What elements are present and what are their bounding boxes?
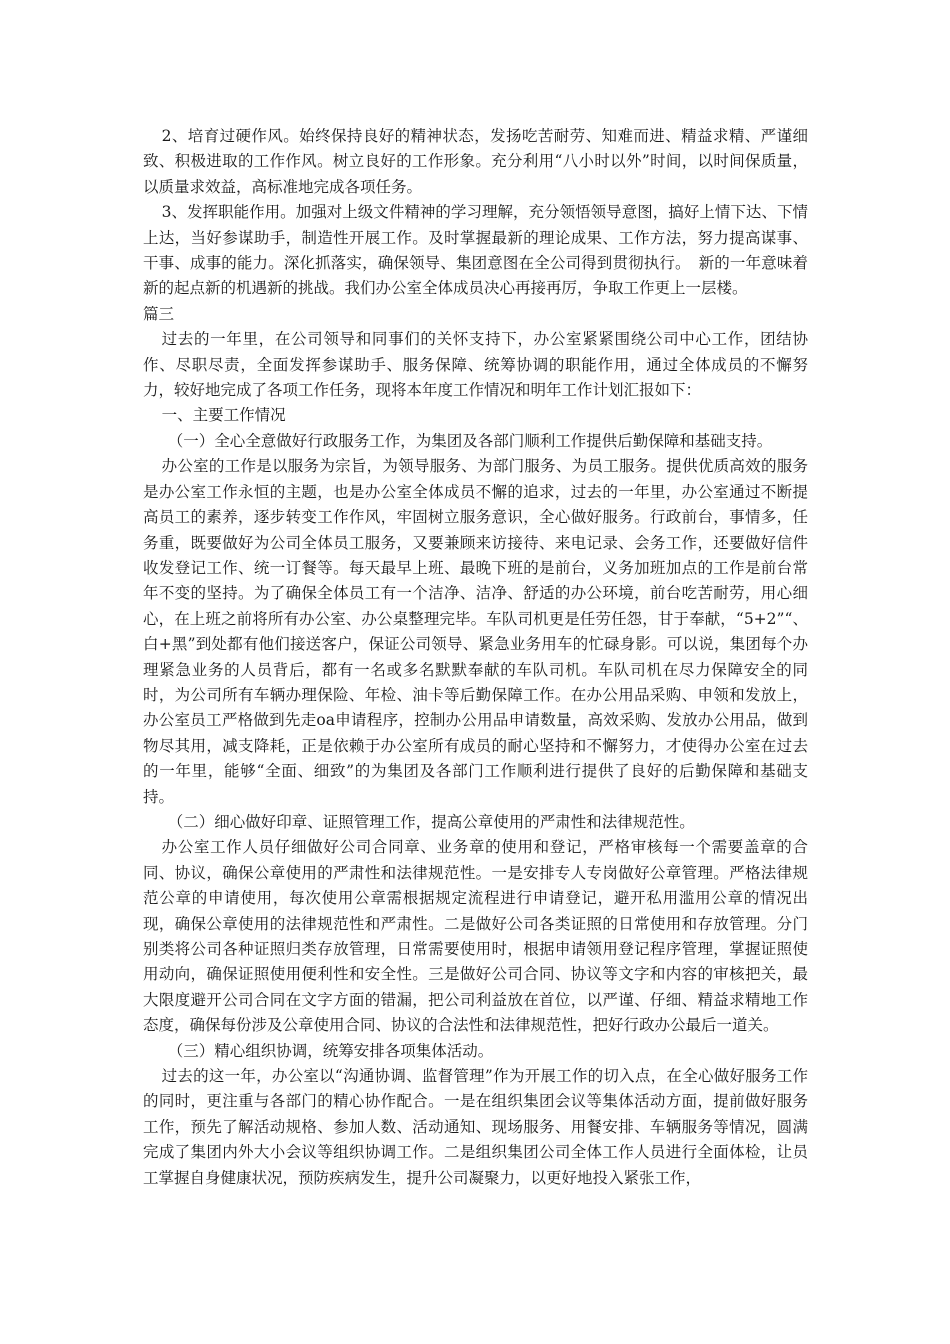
paragraph-admin-service: 办公室的工作是以服务为宗旨，为领导服务、为部门服务、为员工服务。提供优质高效的服务是办公室工作永恒的主题，也是办公室全体成员不懈的追求，过去的一年里，办公室通过不断提高员工的素养，逐步转变工作作风，牢固树立服务意识，全心做好服务。行政前台，事情多，任务重，既要做好为公司全体员工服务，又要兼顾来访接待、来电记录、会务工作，还要做好信件收发登记工作、统一订餐等。每天最早上班、最晚下班的是前台，义务加班加点的工作是前台常年不变的坚持。为了确保全体员工有一个洁净、洁净、舒适的办公环境，前台吃苦耐劳，用心细心，在上班之前将所有办公室、办公桌整理完毕。车队司机更是任劳任怨，甘于奉献，“5+2”“、白+黑”到处都有他们接送客户，保证公司领导、紧急业务用车的忙碌身影。可以说，集团每个办理紧急业务的人员背后，都有一名或多名默默奉献的车队司机。车队司机在尽力保障安全的同时，为公司所有车辆办理保险、年检、油卡等后勤保障工作。在办公用品采购、申领和发放上，办公室员工严格做到先走oa申请程序，控制办公用品申请数量，高效采购、发放办公用品，做到物尽其用，减支降耗，正是依赖于办公室所有成员的耐心坚持和不懈努力，才使得办公室在过去的一年里，能够“全面、细致”的为集团及各部门工作顺利进行提供了良好的后勤保障和基础支持。 [143,457,808,806]
paragraph-cultivate-style: 2、培育过硬作风。始终保持良好的精神状态，发扬吃苦耐劳、知难而进、精益求精、严谨细致、积极进取的工作作风。树立良好的工作形象。充分利用“八小时以外”时间，以时间保质量，以质量求效益，高标准地完成各项任务。 [143,127,808,196]
paragraph-coordination: 过去的这一年，办公室以“沟通协调、监督管理”作为开展工作的切入点，在全心做好服务工作的同时，更注重与各部门的精心协作配合。一是在组织集团会议等集体活动方面，提前做好服务工作，预先了解活动规格、参加人数、活动通知、现场服务、用餐安排、车辆服务等情况，圆满完成了集团内外大小会议等组织协调工作。二是组织集团公司全体工作人员进行全面体检，让员工掌握自身健康状况，预防疾病发生，提升公司凝聚力，以更好地投入紧张工作， [143,1067,808,1187]
paragraph-seal-management: 办公室工作人员仔细做好公司合同章、业务章的使用和登记，严格审核每一个需要盖章的合同、协议，确保公章使用的严肃性和法律规范性。一是安排专人专岗做好公章管理。严格法律规范公章的申请使用，每次使用公章需根据规定流程进行申请登记，避开私用滥用公章的情况出现，确保公章使用的法律规范性和严肃性。二是做好公司各类证照的日常使用和存放管理。分门别类将公司各种证照归类存放管理，日常需要使用时，根据申请领用登记程序管理，掌握证照使用动向，确保证照使用便利性和安全性。三是做好公司合同、协议等文字和内容的审核把关，最大限度避开公司合同在文字方面的错漏，把公司利益放在首位，以严谨、仔细、精益求精地工作态度，确保每份涉及公章使用合同、协议的合法性和法律规范性，把好行政办公最后一道关。 [143,838,808,1035]
subheading-seal-management: （二）细心做好印章、证照管理工作，提高公章使用的严肃性和法律规范性。 [167,812,695,831]
paragraph-intro: 过去的一年里，在公司领导和同事们的关怀支持下，办公室紧紧围绕公司中心工作，团结协作、尽职尽责，全面发挥参谋助手、服务保障、统筹协调的职能作用，通过全体成员的不懈努力，较好地完成了各项工作任务，现将本年度工作情况和明年工作计划汇报如下： [143,330,808,400]
subheading-admin-service: （一）全心全意做好行政服务工作，为集团及各部门顺利工作提供后勤保障和基础支持。 [167,431,773,450]
subheading-coordination: （三）精心组织协调，统筹安排各项集体活动。 [167,1041,494,1060]
paragraph-function-role: 3、发挥职能作用。加强对上级文件精神的学习理解，充分领悟领导意图，搞好上情下达、下情上达，当好参谋助手，制造性开展工作。及时掌握最新的理论成果、工作方法，努力提高谋事、干事、成事的能力。深化抓落实，确保领导、集团意图在全公司得到贯彻执行。 新的一年意味着新的起点新的机遇新的挑战。我们办公室全体成员决心再接再厉，争取工作更上一层楼。 [143,203,808,298]
heading-main-work: 一、主要工作情况 [161,406,286,425]
document-body [143,124,808,1191]
section-title-part-three: 篇三 [143,304,175,323]
